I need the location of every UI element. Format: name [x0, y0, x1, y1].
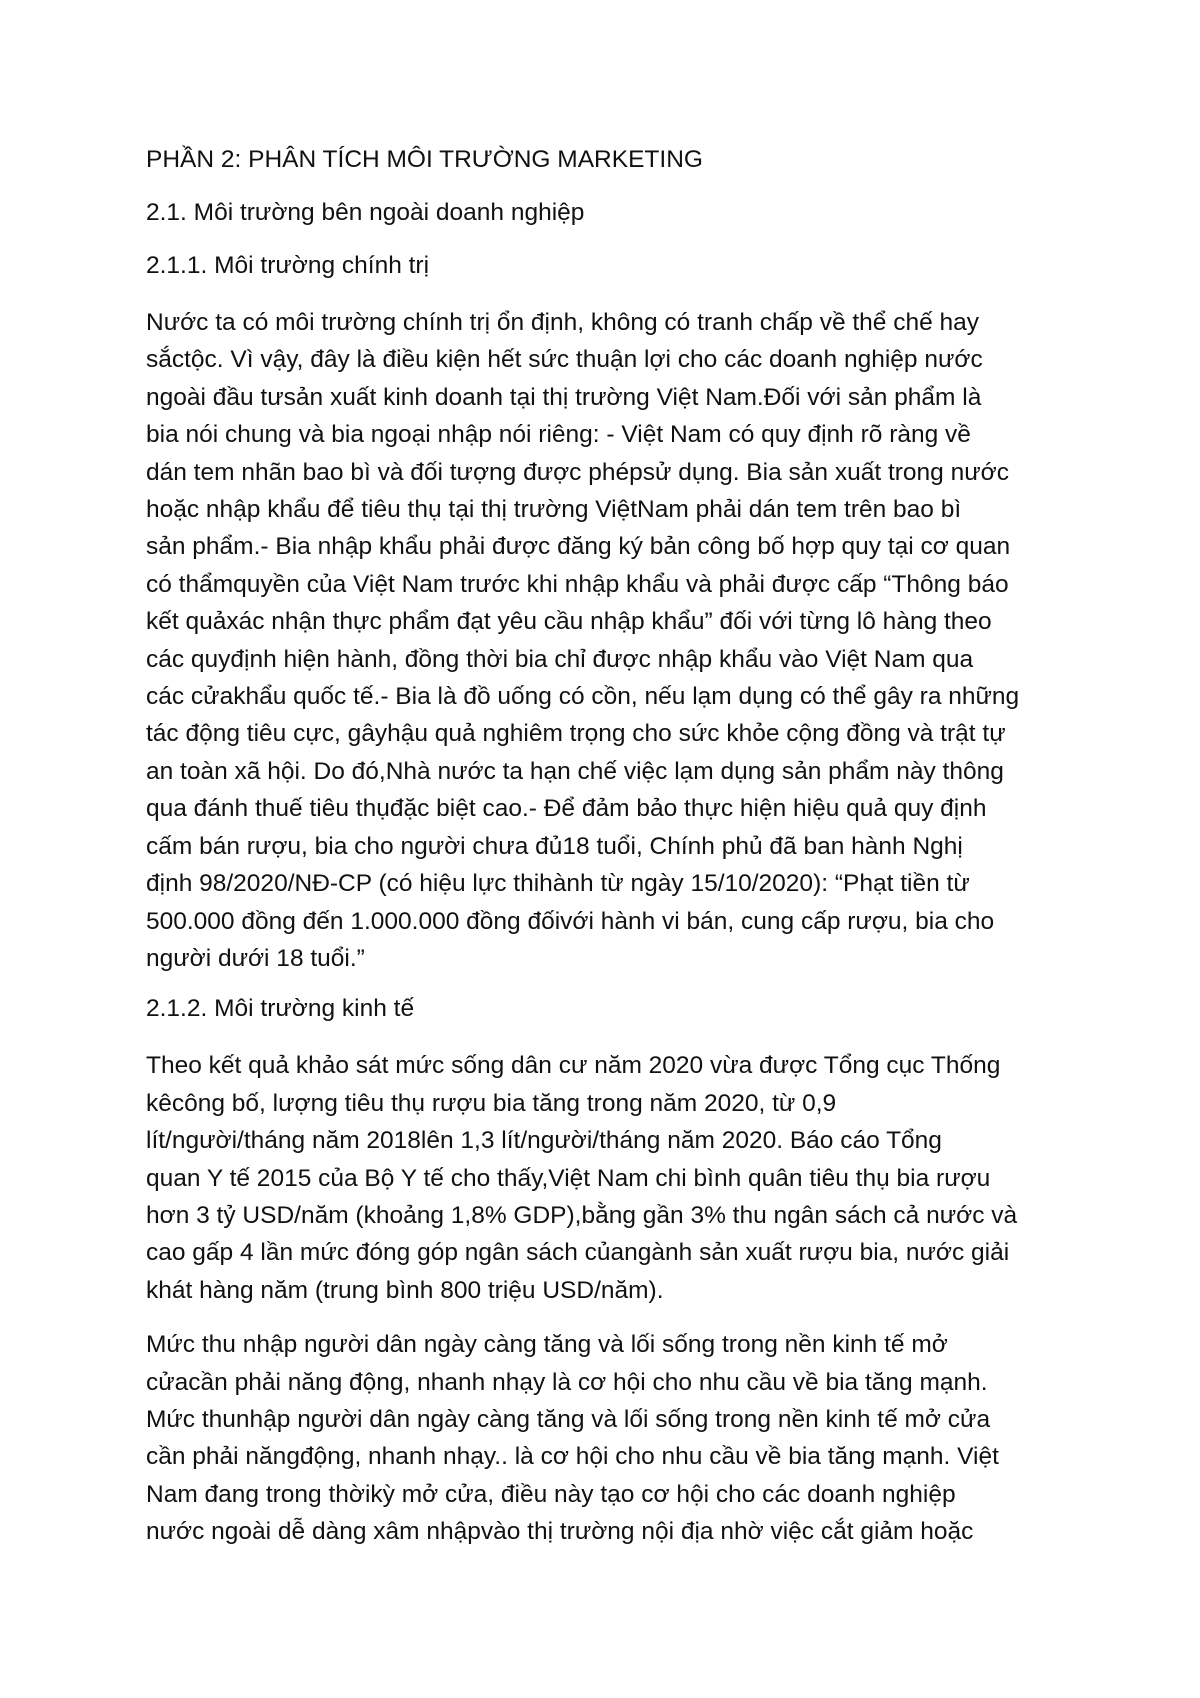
section-heading-2-1-2: 2.1.2. Môi trường kinh tế — [146, 995, 415, 1023]
paragraph-line: an toàn xã hội. Do đó,Nhà nước ta hạn chế việc lạm dụng sản phẩm này thông — [146, 757, 1004, 785]
paragraph-line: cao gấp 4 lần mức đóng góp ngân sách củangành sản xuất rượu bia, nước giải — [146, 1239, 1010, 1267]
paragraph-line: hơn 3 tỷ USD/năm (khoảng 1,8% GDP),bằng gần 3% thu ngân sách cả nước và — [146, 1201, 1018, 1229]
paragraph-line: sắctộc. Vì vậy, đây là điều kiện hết sức thuận lợi cho các doanh nghiệp nước — [146, 346, 983, 374]
paragraph-line: kết quảxác nhận thực phẩm đạt yêu cầu nhập khẩu” đối với từng lô hàng theo — [146, 608, 992, 636]
paragraph-political — [146, 304, 1066, 977]
paragraph-line: quan Y tế 2015 của Bộ Y tế cho thấy,Việt Nam chi bình quân tiêu thụ bia rượu — [146, 1164, 991, 1192]
paragraph-line: sản phẩm.- Bia nhập khẩu phải được đăng ký bản công bố hợp quy tại cơ quan — [146, 533, 1011, 561]
document-body — [146, 145, 1066, 1568]
paragraph-line: cửacần phải năng động, nhanh nhạy là cơ hội cho nhu cầu về bia tăng mạnh. — [146, 1368, 988, 1396]
paragraph-line: hoặc nhập khẩu để tiêu thụ tại thị trường ViệtNam phải dán tem trên bao bì — [146, 496, 962, 524]
paragraph-line: các cửakhẩu quốc tế.- Bia là đồ uống có cồn, nếu lạm dụng có thể gây ra những — [146, 683, 1020, 711]
paragraph-economic-1 — [146, 1047, 1066, 1309]
paragraph-line: định 98/2020/NĐ-CP (có hiệu lực thihành từ ngày 15/10/2020): “Phạt tiền từ — [146, 870, 970, 898]
section-heading-2-1: 2.1. Môi trường bên ngoài doanh nghiệp — [146, 199, 585, 226]
part-title: PHẦN 2: PHÂN TÍCH MÔI TRƯỜNG MARKETING — [146, 146, 703, 173]
paragraph-line: Mức thunhập người dân ngày càng tăng và lối sống trong nền kinh tế mở cửa — [146, 1405, 991, 1433]
paragraph-line: khát hàng năm (trung bình 800 triệu USD/năm). — [146, 1276, 664, 1304]
section-heading-2-1-1: 2.1.1. Môi trường chính trị — [146, 252, 430, 279]
paragraph-line: cần phải năngđộng, nhanh nhạy.. là cơ hội cho nhu cầu về bia tăng mạnh. Việt — [146, 1443, 999, 1471]
paragraph-line: có thẩmquyền của Việt Nam trước khi nhập khẩu và phải được cấp “Thông báo — [146, 570, 1009, 598]
paragraph-line: kêcông bố, lượng tiêu thụ rượu bia tăng trong năm 2020, từ 0,9 — [146, 1089, 837, 1117]
paragraph-line: bia nói chung và bia ngoại nhập nói riêng: - Việt Nam có quy định rõ ràng về — [146, 421, 971, 449]
paragraph-line: lít/người/tháng năm 2018lên 1,3 lít/người/tháng năm 2020. Báo cáo Tổng — [146, 1127, 942, 1155]
paragraph-line: người dưới 18 tuổi.” — [146, 944, 365, 972]
paragraph-line: tác động tiêu cực, gâyhậu quả nghiêm trọng cho sức khỏe cộng đồng và trật tự — [146, 720, 1006, 748]
paragraph-line: nước ngoài dễ dàng xâm nhậpvào thị trường nội địa nhờ việc cắt giảm hoặc — [146, 1518, 974, 1546]
paragraph-line: qua đánh thuế tiêu thụđặc biệt cao.- Để đảm bảo thực hiện hiệu quả quy định — [146, 795, 987, 823]
paragraph-economic-2 — [146, 1326, 1066, 1550]
paragraph-line: cấm bán rượu, bia cho người chưa đủ18 tuổi, Chính phủ đã ban hành Nghị — [146, 832, 963, 860]
paragraph-line: các quyđịnh hiện hành, đồng thời bia chỉ được nhập khẩu vào Việt Nam qua — [146, 645, 974, 673]
paragraph-line: ngoài đầu tưsản xuất kinh doanh tại thị trường Việt Nam.Đối với sản phẩm là — [146, 383, 982, 411]
paragraph-line: Nước ta có môi trường chính trị ổn định, không có tranh chấp về thể chế hay — [146, 309, 980, 336]
paragraph-line: 500.000 đồng đến 1.000.000 đồng đốivới hành vi bán, cung cấp rượu, bia cho — [146, 907, 995, 935]
paragraph-line: Theo kết quả khảo sát mức sống dân cư năm 2020 vừa được Tổng cục Thống — [146, 1052, 1001, 1080]
paragraph-line: Mức thu nhập người dân ngày càng tăng và lối sống trong nền kinh tế mở — [146, 1331, 948, 1359]
paragraph-line: dán tem nhãn bao bì và đối tượng được phépsử dụng. Bia sản xuất trong nước — [146, 458, 1009, 486]
paragraph-line: Nam đang trong thờikỳ mở cửa, điều này tạo cơ hội cho các doanh nghiệp — [146, 1480, 956, 1508]
